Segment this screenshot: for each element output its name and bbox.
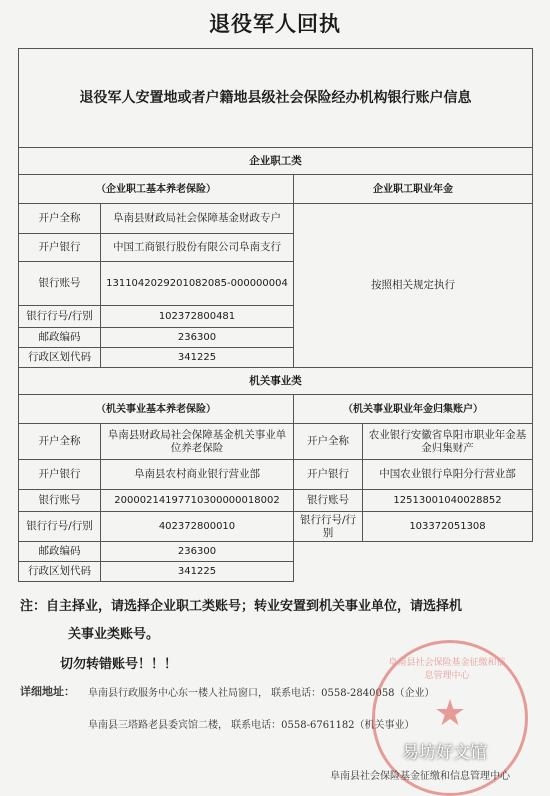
row-value: 341225	[101, 562, 294, 582]
note-line-2: 关事业类账号。	[68, 627, 160, 642]
row-label: 银行行号/行别	[19, 512, 101, 542]
row-value: 阜南县财政局社会保障基金财政专户	[101, 204, 294, 234]
row-value: 中国工商银行股份有限公司阜南支行	[101, 234, 294, 262]
row-value: 12513001040028852	[363, 490, 533, 512]
government-section-title: 机关事业类	[19, 368, 533, 395]
row-label: 邮政编码	[19, 542, 101, 562]
row-value: 阜南县农村商业银行营业部	[101, 460, 294, 490]
row-value: 农业银行安徽省阜阳市职业年金基金归集财产	[363, 424, 533, 460]
address-line-2: 阜南县三塔路老县委宾馆二楼， 联系电话：0558-6761182（机关事业）	[88, 720, 415, 731]
enterprise-left-header: （企业职工基本养老保险）	[19, 175, 294, 204]
seal-text: 阜南县社会保险基金征缴和信息管理中心	[388, 658, 506, 681]
watermark: 易坊好文馆	[402, 743, 487, 763]
note-line-1: 注：自主择业，请选择企业职工类账号；转业安置到机关事业单位，请选择机	[20, 599, 463, 614]
row-value: 102372800481	[101, 306, 294, 328]
row-label: 银行行号/行别	[294, 512, 363, 542]
footer-org: 阜南县社会保险基金征缴和信息管理中心	[330, 771, 510, 782]
warning-text: 切勿转错账号！！！	[60, 657, 178, 672]
row-value: 1311042029201082085-000000004	[101, 262, 294, 306]
row-label: 开户全称	[19, 204, 101, 234]
enterprise-right-note: 按照相关规定执行	[294, 204, 533, 368]
page-title: 退役军人回执	[209, 12, 341, 36]
row-label: 行政区划代码	[19, 348, 101, 368]
row-label: 邮政编码	[19, 328, 101, 348]
row-label: 开户银行	[294, 460, 363, 490]
row-label: 银行账号	[294, 490, 363, 512]
enterprise-right-header: 企业职工职业年金	[294, 175, 533, 204]
bank-account-table	[18, 48, 533, 582]
row-value: 103372051308	[363, 512, 533, 542]
table-heading: 退役军人安置地或者户籍地县级社会保险经办机构银行账户信息	[19, 49, 533, 148]
row-value: 402372800010	[101, 512, 294, 542]
row-value: 341225	[101, 348, 294, 368]
row-label: 开户全称	[294, 424, 363, 460]
row-label: 银行账号	[19, 262, 101, 306]
row-label: 开户银行	[19, 460, 101, 490]
row-value: 236300	[101, 542, 294, 562]
row-value: 阜南县财政局社会保障基金机关事业单位养老保险	[101, 424, 294, 460]
row-label: 银行账号	[19, 490, 101, 512]
row-value: 中国农业银行阜阳分行营业部	[363, 460, 533, 490]
address-label: 详细地址：	[20, 685, 75, 698]
government-right-header: （机关事业职业年金归集账户）	[294, 395, 533, 424]
star-icon: ★	[433, 693, 467, 734]
row-label: 银行行号/行别	[19, 306, 101, 328]
address-line-1: 阜南县行政服务中心东一楼人社局窗口， 联系电话：0558-2840058（企业）	[88, 688, 435, 699]
row-label: 开户银行	[19, 234, 101, 262]
row-value: 236300	[101, 328, 294, 348]
row-value: 20000214197710300000018002	[101, 490, 294, 512]
enterprise-section-title: 企业职工类	[19, 148, 533, 175]
government-left-header: （机关事业基本养老保险）	[19, 395, 294, 424]
row-label: 开户全称	[19, 424, 101, 460]
row-label: 行政区划代码	[19, 562, 101, 582]
